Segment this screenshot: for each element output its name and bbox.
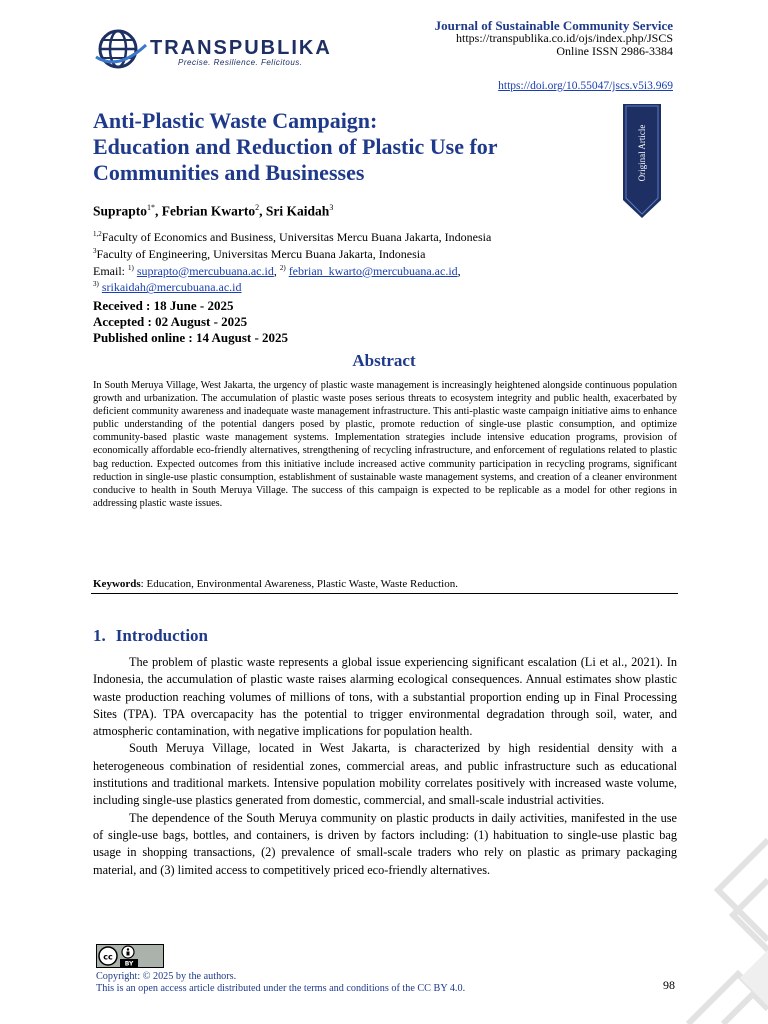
- title-line: Education and Reduction of Plastic Use for: [93, 134, 498, 159]
- paragraph: The problem of plastic waste represents a global issue experiencing significant escalation (Li et al., 2021). In Indonesia, the accumulation of plastic waste raises alarming ecological consequences. Annual estimates show plastic waste production reaching volumes of millions of tons, with a substantial proportion ending up in Final Processing Sites (TPA). TPA overcapacity has the potential to trigger environmental degradation through soil, water, and atmospheric contamination, with negative implications for population health.: [93, 655, 677, 739]
- keywords-line: [93, 578, 677, 590]
- page-number: 98: [663, 978, 675, 992]
- article-type-label: Original Article: [637, 124, 647, 182]
- authors-line: Suprapto$^{1*}$, Febrian Kwarto$^2$, Sri Kaidah$^3$: [93, 203, 334, 219]
- email-line: Email: $^{1)}$ suprapto@mercubuana.ac.id, $^{2)}$ febrian_kwarto@mercubuana.ac.id,: [93, 263, 461, 278]
- author-sup: 2: [255, 203, 260, 212]
- affiliations: [93, 228, 653, 295]
- email-sup: 2): [279, 263, 286, 272]
- paragraph: The dependence of the South Meruya community on plastic products in daily activities, manifested in the use of single-use bags, bottles, and containers, is driven by factors including: (1) habituation to single-use plastic bag usage in shopping transactions, (2) prevalence of small-scale traders who rely on plastic as primary packaging material, and (3) limited access to competitively priced eco-friendly alternatives.: [93, 810, 677, 877]
- copyright-text: Copyright: © 2025 by the authors.: [96, 971, 237, 982]
- cc-by-label: BY: [124, 960, 134, 968]
- paragraph: South Meruya Village, located in West Jakarta, is characterized by high residential density with a heterogeneous combination of residential zones, commercial areas, and public infrastructure such as educational institutions and traditional markets. Intensive population mobility correlates positively with increased waste volume, including single-use plastics generated from domestic, commercial, and small-scale industrial activities.: [93, 741, 677, 808]
- email-link[interactable]: srikaidah@mercubuana.ac.id: [101, 280, 242, 295]
- footer-license: [96, 971, 465, 995]
- received-date: Received : 18 June - 2025: [93, 298, 234, 313]
- brand-name: TRANSPUBLIKA: [150, 37, 332, 59]
- author-name: Sri Kaidah: [265, 203, 330, 219]
- abstract-text: In South Meruya Village, West Jakarta, the urgency of plastic waste management is increasingly heightened alongside continuous population growth and urbanization. The accumulation of plastic waste poses serious threats to ecosystem integrity and public health, exacerbated by deficient community awareness and inadequate waste management infrastructure. This anti-plastic waste campaign initiative aims to enhance public understanding of the potential dangers posed by plastic, promote reduction of single-use plastic consumption, and optimize community-based plastic waste management systems. Implementation strategies include intensive education programs, provision of economically affordable eco-friendly alternatives, strengthening of recycling infrastructure, and enforcement of regulations related to plastic bag reduction. Expected outcomes from this initiative include increased active community participation in recycling programs, significant reduction in single-use plastic consumption, establishment of sustainable waste management systems, and creation of a cleaner environment conducive to health in South Meruya Village. The success of this campaign is expected to be replicable as a model for other regions in addressing plastic waste issues.: [93, 380, 677, 509]
- section-heading: [93, 626, 208, 646]
- title-line: Communities and Businesses: [93, 160, 365, 185]
- doi-link-wrap: [498, 80, 673, 92]
- affiliation-line: [93, 245, 653, 262]
- author-sup: 1*: [147, 203, 156, 212]
- affiliation-line: [93, 228, 653, 245]
- accepted-date: Accepted : 02 August - 2025: [93, 314, 248, 329]
- license-text: This is an open access article distributed under the terms and conditions of the CC BY 4.0.: [96, 983, 466, 994]
- decorative-corner-pattern: [678, 830, 768, 1024]
- brand-tagline: Precise. Resilience. Felicitous.: [178, 58, 303, 67]
- paper-title: [93, 108, 613, 186]
- body-text: [93, 654, 677, 879]
- affiliation-sup: 1,2: [93, 230, 102, 238]
- journal-name: Journal of Sustainable Community Service: [434, 18, 673, 33]
- globe-icon: [94, 27, 154, 73]
- email-link[interactable]: suprapto@mercubuana.ac.id: [136, 263, 274, 278]
- keywords-text: : Education, Environmental Awareness, Plastic Waste, Waste Reduction.: [140, 578, 458, 590]
- affiliation-text: Faculty of Engineering, Universitas Mercu Buana Jakarta, Indonesia: [96, 246, 426, 261]
- email-label: Email:: [93, 263, 125, 278]
- article-dates: [93, 298, 288, 346]
- affiliation-text: Faculty of Economics and Business, Universitas Mercu Buana Jakarta, Indonesia: [101, 230, 492, 244]
- section-number: 1.: [93, 626, 106, 645]
- cc-license-badge[interactable]: [96, 944, 164, 968]
- email-line: [93, 278, 653, 295]
- journal-issn: Online ISSN 2986-3384: [556, 44, 673, 58]
- email-sup: 3): [93, 280, 99, 289]
- email-sup: 1): [128, 263, 134, 272]
- journal-url: https://transpublika.co.id/ojs/index.php/JSCS: [455, 31, 673, 45]
- section-title: Introduction: [115, 626, 209, 645]
- published-date: Published online : 14 August - 2025: [93, 330, 289, 345]
- keywords-label: Keywords: [93, 578, 141, 590]
- article-type-label-wrap: [627, 110, 657, 196]
- doi-link[interactable]: https://doi.org/10.55047/jscs.v5i3.969: [498, 80, 673, 92]
- author-sup: 3: [329, 203, 334, 212]
- abstract-heading: Abstract: [352, 351, 416, 370]
- divider: [91, 593, 678, 594]
- affiliation-sup: 3: [93, 246, 97, 255]
- email-link[interactable]: febrian_kwarto@mercubuana.ac.id: [288, 263, 458, 278]
- author-name: Suprapto: [93, 203, 148, 219]
- journal-info: [435, 19, 673, 58]
- author-name: Febrian Kwarto: [161, 203, 256, 219]
- svg-text:cc: cc: [103, 952, 113, 962]
- title-line: Anti-Plastic Waste Campaign:: [93, 108, 378, 133]
